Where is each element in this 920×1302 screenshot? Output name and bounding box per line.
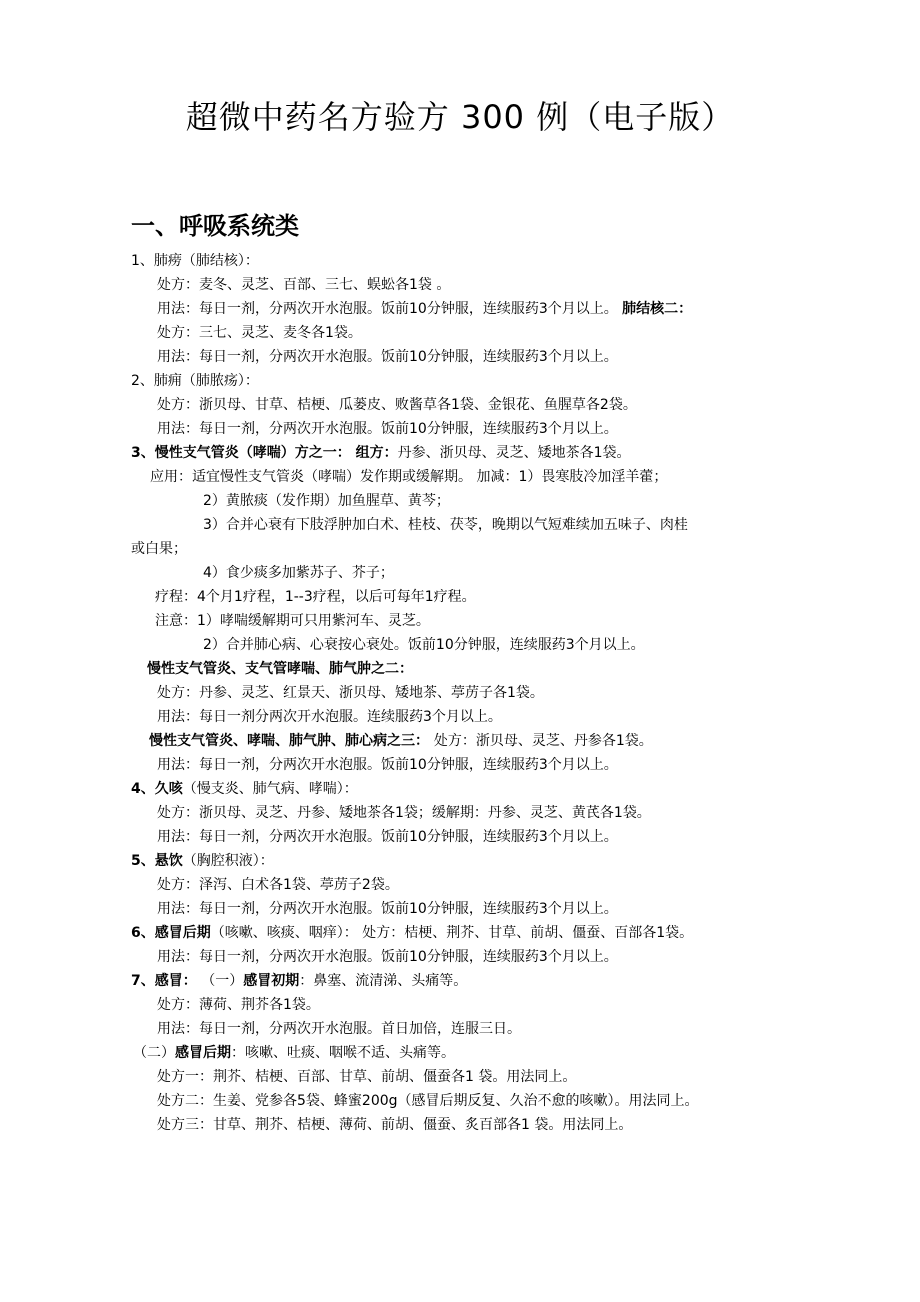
- bold-text-segment: 感冒后期: [175, 1045, 231, 1061]
- text-segment: 用法：每日一剂，分两次开水泡服。饭前10分钟服，连续服药3个月以上。: [157, 901, 618, 917]
- text-line: [157, 276, 450, 294]
- text-line: [203, 564, 394, 582]
- text-segment: 用法：每日一剂，分两次开水泡服。饭前10分钟服，连续服药3个月以上。: [157, 757, 618, 773]
- text-line: [131, 972, 467, 990]
- text-line: [157, 756, 618, 774]
- text-line: [149, 732, 653, 750]
- bold-text-segment: 4、久咳: [131, 781, 183, 797]
- text-segment: 用法：每日一剂，分两次开水泡服。饭前10分钟服，连续服药3个月以上。: [157, 349, 618, 365]
- text-segment: 处方：浙贝母、灵芝、丹参、矮地茶各1袋；缓解期：丹参、灵芝、黄芪各1袋。: [157, 805, 651, 821]
- text-segment: （二）: [133, 1045, 175, 1061]
- bold-text-segment: 慢性支气管炎、哮喘、肺气肿、肺心病之三：: [149, 733, 434, 749]
- text-segment: 处方二：生姜、党参各5袋、蜂蜜200g（感冒后期反复、久治不愈的咳嗽）。用法同上。: [157, 1093, 699, 1109]
- text-line: [131, 924, 693, 942]
- text-segment: 用法：每日一剂，分两次开水泡服。饭前10分钟服，连续服药3个月以上。: [157, 829, 618, 845]
- text-line: [157, 1068, 576, 1086]
- text-line: [157, 348, 618, 366]
- text-line: [133, 1044, 455, 1062]
- text-segment: 疗程：4个月1疗程，1--3疗程，以后可每年1疗程。: [155, 589, 476, 605]
- section-heading: 一、呼吸系统类: [131, 212, 299, 240]
- text-segment: 2）合并肺心病、心衰按心衰处。饭前10分钟服，连续服药3个月以上。: [203, 637, 645, 653]
- text-segment: 处方：泽泻、白术各1袋、葶苈子2袋。: [157, 877, 399, 893]
- text-segment: 丹参、浙贝母、灵芝、矮地茶各1袋。: [397, 445, 631, 461]
- bold-text-segment: 6、感冒后期: [131, 925, 211, 941]
- text-line: [157, 300, 692, 318]
- text-line: [131, 252, 259, 270]
- text-line: [203, 516, 688, 534]
- text-line: [157, 1092, 699, 1110]
- text-segment: 2）黄脓痰（发作期）加鱼腥草、黄芩；: [203, 493, 450, 509]
- text-segment: 注意：1）哮喘缓解期可只用紫河车、灵芝。: [155, 613, 430, 629]
- text-segment: ：咳嗽、吐痰、咽喉不适、头痛等。: [231, 1045, 455, 1061]
- text-line: [157, 684, 544, 702]
- text-segment: 处方：麦冬、灵芝、百部、三七、蜈蚣各1袋 。: [157, 277, 451, 293]
- text-segment: 用法：每日一剂，分两次开水泡服。饭前10分钟服，连续服药3个月以上。: [157, 301, 623, 317]
- text-segment: 1、肺痨（肺结核）：: [131, 253, 259, 269]
- text-segment: 4）食少痰多加紫苏子、芥子；: [203, 565, 394, 581]
- bold-text-segment: 7、感冒：: [131, 973, 197, 989]
- text-segment: 处方三：甘草、荆芥、桔梗、薄荷、前胡、僵蚕、炙百部各1 袋。用法同上。: [157, 1117, 633, 1133]
- text-line: [131, 444, 631, 462]
- text-line: [157, 828, 618, 846]
- text-segment: 处方：薄荷、荆芥各1袋。: [157, 997, 320, 1013]
- bold-text-segment: 肺结核二：: [622, 301, 693, 317]
- text-segment: 应用：适宜慢性支气管炎（哮喘）发作期或缓解期。 加减：1）畏寒肢冷加淫羊藿；: [150, 469, 668, 485]
- text-line: [157, 324, 362, 342]
- text-segment: 用法：每日一剂，分两次开水泡服。首日加倍，连服三日。: [157, 1021, 521, 1037]
- text-segment: （咳嗽、咳痰、咽痒）： 处方：桔梗、荆芥、甘草、前胡、僵蚕、百部各1袋。: [210, 925, 694, 941]
- text-segment: 3）合并心衰有下肢浮肿加白术、桂枝、茯苓，晚期以气短难续加五味子、肉桂: [203, 517, 688, 533]
- text-line: [203, 492, 450, 510]
- text-segment: 处方：三七、灵芝、麦冬各1袋。: [157, 325, 362, 341]
- text-line: [157, 996, 320, 1014]
- text-line: [155, 612, 430, 630]
- text-line: [131, 372, 259, 390]
- text-line: [155, 588, 476, 606]
- text-segment: 2、肺痈（肺脓疡）：: [131, 373, 259, 389]
- text-segment: （一）: [196, 973, 244, 989]
- text-line: [157, 708, 502, 726]
- bold-text-segment: 5、悬饮: [131, 853, 183, 869]
- text-line: [150, 468, 667, 486]
- text-segment: 用法：每日一剂，分两次开水泡服。饭前10分钟服，连续服药3个月以上。: [157, 421, 618, 437]
- text-segment: （胸腔积液）：: [182, 853, 274, 869]
- text-segment: 处方：浙贝母、灵芝、丹参各1袋。: [433, 733, 653, 749]
- bold-text-segment: 慢性支气管炎、支气管哮喘、肺气肿之二：: [147, 661, 413, 677]
- text-line: [147, 660, 413, 678]
- text-segment: ：鼻塞、流清涕、头痛等。: [299, 973, 468, 989]
- document-title: 超微中药名方验方 300 例（电子版）: [185, 98, 735, 136]
- text-segment: （慢支炎、肺气病、哮喘）：: [182, 781, 358, 797]
- bold-text-segment: 组方：: [355, 445, 398, 461]
- text-line: [203, 636, 645, 654]
- text-line: [157, 1116, 632, 1134]
- text-line: [157, 396, 637, 414]
- text-segment: 或白果；: [131, 541, 187, 557]
- text-line: [157, 876, 399, 894]
- text-line: [157, 900, 618, 918]
- text-line: [131, 540, 187, 558]
- bold-text-segment: 感冒初期: [243, 973, 300, 989]
- text-line: [131, 852, 274, 870]
- text-segment: 处方一：荆芥、桔梗、百部、甘草、前胡、僵蚕各1 袋。用法同上。: [157, 1069, 577, 1085]
- text-segment: 处方：丹参、灵芝、红景天、浙贝母、矮地茶、葶苈子各1袋。: [157, 685, 544, 701]
- text-line: [131, 780, 358, 798]
- text-line: [157, 804, 651, 822]
- text-line: [157, 420, 618, 438]
- text-segment: 用法：每日一剂分两次开水泡服。连续服药3个月以上。: [157, 709, 502, 725]
- text-segment: 用法：每日一剂，分两次开水泡服。饭前10分钟服，连续服药3个月以上。: [157, 949, 618, 965]
- text-segment: 处方：浙贝母、甘草、桔梗、瓜蒌皮、败酱草各1袋、金银花、鱼腥草各2袋。: [157, 397, 637, 413]
- text-line: [157, 948, 618, 966]
- bold-text-segment: 3、慢性支气管炎（哮喘）方之一：: [131, 445, 356, 461]
- text-line: [157, 1020, 521, 1038]
